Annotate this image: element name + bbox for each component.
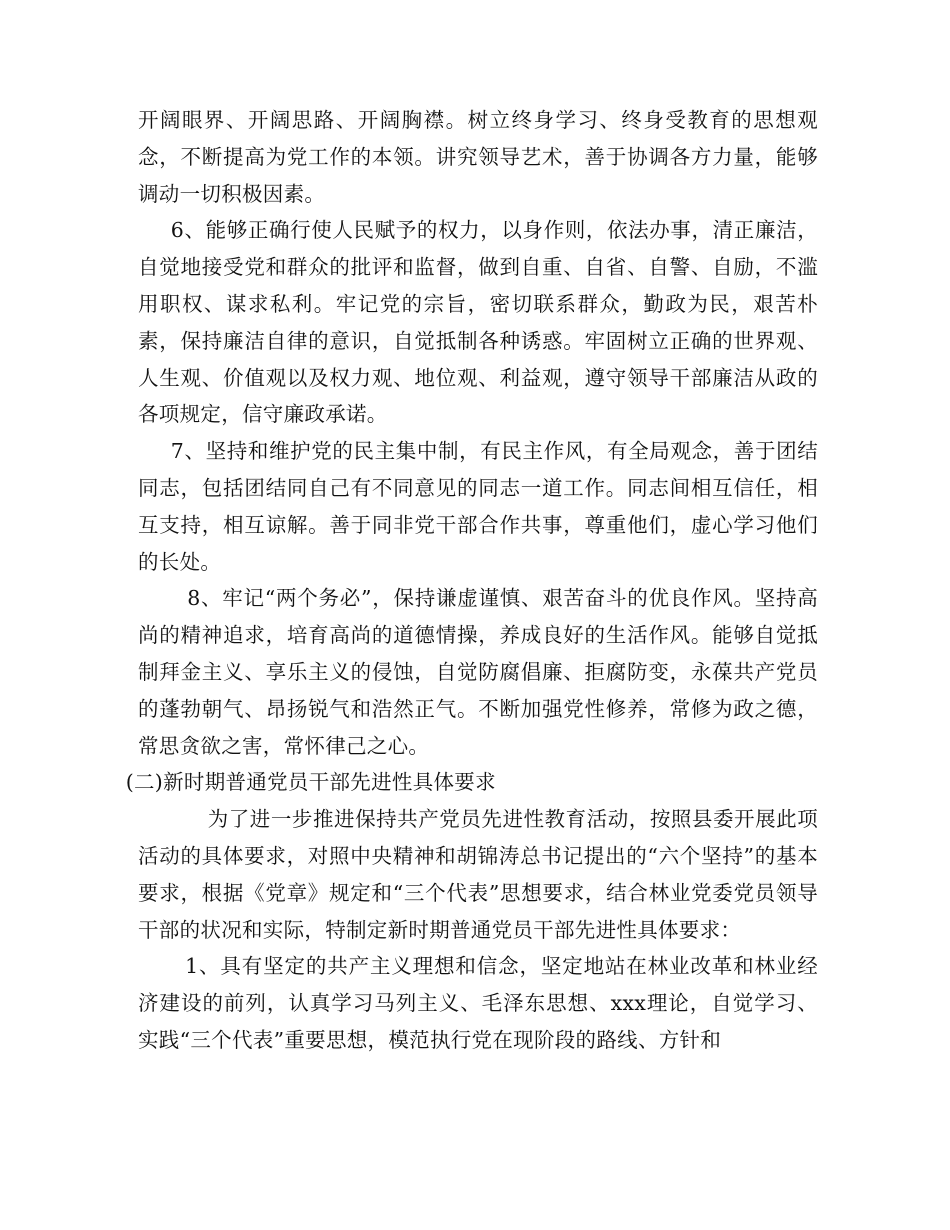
paragraph-item-1: 1、具有坚定的共产主义理想和信念，坚定地站在林业改革和林业经济建设的前列，认真学习马列主义、毛泽东思想、xxx理论，自觉学习、实践“三个代表”重要思想，模范执行党在现阶段的路线、方针和 — [138, 954, 818, 1052]
section-heading: (二)新时期普通党员干部先进性具体要求 — [125, 770, 496, 795]
paragraph-item-7: 7、坚持和维护党的民主集中制，有民主作风，有全局观念，善于团结同志，包括团结同自己有不同意见的同志一道工作。同志间相互信任，相互支持，相互谅解。善于同非党干部合作共事，尊重他们，虚心学习他们的长处。 — [138, 439, 818, 574]
document-body — [125, 102, 818, 1059]
paragraph-intro: 为了进一步推进保持共产党员先进性教育活动，按照县委开展此项活动的具体要求，对照中央精神和胡锦涛总书记提出的“六个坚持”的基本要求，根据《党章》规定和“三个代表”思想要求，结合林业党委党员领导干部的状况和实际，特制定新时期普通党员干部先进性具体要求： — [138, 807, 818, 942]
paragraph-item-6: 6、能够正确行使人民赋予的权力，以身作则，依法办事，清正廉洁，自觉地接受党和群众的批评和监督，做到自重、自省、自警、自励，不滥用职权、谋求私利。牢记党的宗旨，密切联系群众，勤政为民，艰苦朴素，保持廉洁自律的意识，自觉抵制各种诱惑。牢固树立正确的世界观、人生观、价值观以及权力观、地位观、利益观，遵守领导干部廉洁从政的各项规定，信守廉政承诺。 — [138, 218, 818, 427]
paragraph-continuation: 开阔眼界、开阔思路、开阔胸襟。树立终身学习、终身受教育的思想观念，不断提高为党工作的本领。讲究领导艺术，善于协调各方力量，能够调动一切积极因素。 — [138, 108, 818, 206]
paragraph-item-8: 8、牢记“两个务必”，保持谦虚谨慎、艰苦奋斗的优良作风。坚持高尚的精神追求，培育高尚的道德情操，养成良好的生活作风。能够自觉抵制拜金主义、享乐主义的侵蚀，自觉防腐倡廉、拒腐防变，永葆共产党员的蓬勃朝气、昂扬锐气和浩然正气。不断加强党性修养，常修为政之德，常思贪欲之害，常怀律己之心。 — [138, 586, 818, 758]
